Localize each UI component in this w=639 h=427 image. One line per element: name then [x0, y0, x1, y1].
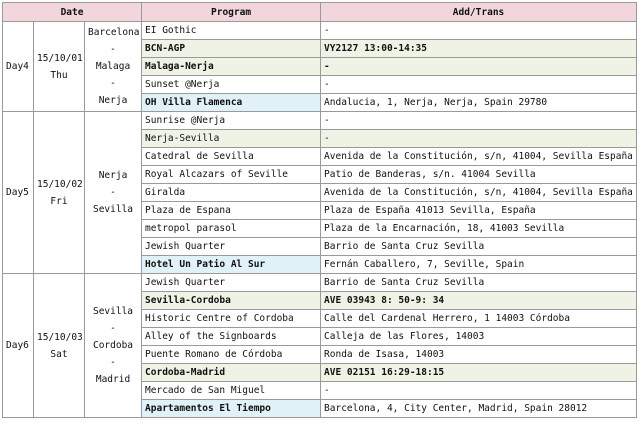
- add-trans-cell: Calle del Cardenal Herrero, 1 14003 Córdoba: [321, 310, 637, 328]
- program-cell: BCN-AGP: [142, 40, 321, 58]
- add-trans-cell: Barrio de Santa Cruz Sevilla: [321, 238, 637, 256]
- program-cell: Sevilla-Cordoba: [142, 292, 321, 310]
- add-trans-cell: AVE 02151 16:29-18:15: [321, 364, 637, 382]
- program-cell: Jewish Quarter: [142, 238, 321, 256]
- cities-cell: [85, 112, 142, 274]
- add-trans-cell: Ronda de Isasa, 14003: [321, 346, 637, 364]
- program-cell: Apartamentos El Tiempo: [142, 400, 321, 418]
- date-value: 15/10/01: [37, 52, 83, 64]
- date-value: 15/10/02: [37, 178, 83, 190]
- city-name: Sevilla: [92, 306, 134, 317]
- program-cell: Malaga-Nerja: [142, 58, 321, 76]
- city-name: -: [110, 78, 116, 89]
- day-label: Day4: [3, 22, 34, 112]
- city-name: -: [110, 44, 116, 55]
- date-cell: [34, 112, 85, 274]
- add-trans-cell: Plaza de España 41013 Sevilla, España: [321, 202, 637, 220]
- add-trans-cell: -: [321, 382, 637, 400]
- day-label: Day6: [3, 274, 34, 418]
- add-trans-cell: Avenida de la Constitución, s/n, 41004, Sevilla España: [321, 184, 637, 202]
- program-cell: Cordoba-Madrid: [142, 364, 321, 382]
- date-value: 15/10/03: [37, 331, 83, 343]
- program-cell: OH Villa Flamenca: [142, 94, 321, 112]
- program-cell: Royal Alcazars of Seville: [142, 166, 321, 184]
- city-name: Sevilla: [92, 204, 134, 215]
- table-row: [3, 112, 637, 130]
- add-trans-cell: Barcelona, 4, City Center, Madrid, Spain 28012: [321, 400, 637, 418]
- table-row: [3, 22, 637, 40]
- program-cell: Hotel Un Patio Al Sur: [142, 256, 321, 274]
- program-cell: Sunset @Nerja: [142, 76, 321, 94]
- city-name: Nerja: [98, 170, 128, 181]
- header-row: [3, 3, 637, 22]
- table-row: [3, 274, 637, 292]
- city-name: Cordoba: [92, 340, 134, 351]
- program-cell: Puente Romano de Córdoba: [142, 346, 321, 364]
- add-trans-cell: AVE 03943 8: 50-9: 34: [321, 292, 637, 310]
- city-name: -: [110, 357, 116, 368]
- date-cell: [34, 22, 85, 112]
- itinerary-body: [3, 22, 637, 418]
- program-cell: Alley of the Signboards: [142, 328, 321, 346]
- city-name: Barcelona: [88, 27, 140, 38]
- program-cell: Nerja-Sevilla: [142, 130, 321, 148]
- program-cell: Jewish Quarter: [142, 274, 321, 292]
- city-name: Nerja: [98, 95, 128, 106]
- header-add-trans: Add/Trans: [321, 3, 637, 22]
- date-cell: [34, 274, 85, 418]
- add-trans-cell: -: [321, 76, 637, 94]
- program-cell: Sunrise @Nerja: [142, 112, 321, 130]
- add-trans-cell: -: [321, 22, 637, 40]
- add-trans-cell: Barrio de Santa Cruz Sevilla: [321, 274, 637, 292]
- cities-cell: [85, 274, 142, 418]
- add-trans-cell: Plaza de la Encarnación, 18, 41003 Sevilla: [321, 220, 637, 238]
- program-cell: Catedral de Sevilla: [142, 148, 321, 166]
- program-cell: Mercado de San Miguel: [142, 382, 321, 400]
- city-name: -: [110, 187, 116, 198]
- add-trans-cell: Fernán Caballero, 7, Seville, Spain: [321, 256, 637, 274]
- city-name: Malaga: [95, 61, 131, 72]
- add-trans-cell: Avenida de la Constitución, s/n, 41004, Sevilla España: [321, 148, 637, 166]
- weekday-value: Fri: [50, 195, 68, 207]
- add-trans-cell: Calleja de las Flores, 14003: [321, 328, 637, 346]
- cities-cell: [85, 22, 142, 112]
- itinerary-table: [2, 2, 637, 418]
- header-date: Date: [3, 3, 142, 22]
- header-program: Program: [142, 3, 321, 22]
- add-trans-cell: Andalucia, 1, Nerja, Nerja, Spain 29780: [321, 94, 637, 112]
- program-cell: Plaza de Espana: [142, 202, 321, 220]
- city-name: -: [110, 323, 116, 334]
- weekday-value: Thu: [50, 69, 68, 81]
- weekday-value: Sat: [50, 348, 68, 360]
- add-trans-cell: -: [321, 58, 637, 76]
- add-trans-cell: -: [321, 112, 637, 130]
- add-trans-cell: VY2127 13:00-14:35: [321, 40, 637, 58]
- city-name: Madrid: [95, 374, 131, 385]
- day-label: Day5: [3, 112, 34, 274]
- add-trans-cell: -: [321, 130, 637, 148]
- program-cell: EI Gothic: [142, 22, 321, 40]
- add-trans-cell: Patio de Banderas, s/n. 41004 Sevilla: [321, 166, 637, 184]
- program-cell: Giralda: [142, 184, 321, 202]
- program-cell: metropol parasol: [142, 220, 321, 238]
- program-cell: Historic Centre of Cordoba: [142, 310, 321, 328]
